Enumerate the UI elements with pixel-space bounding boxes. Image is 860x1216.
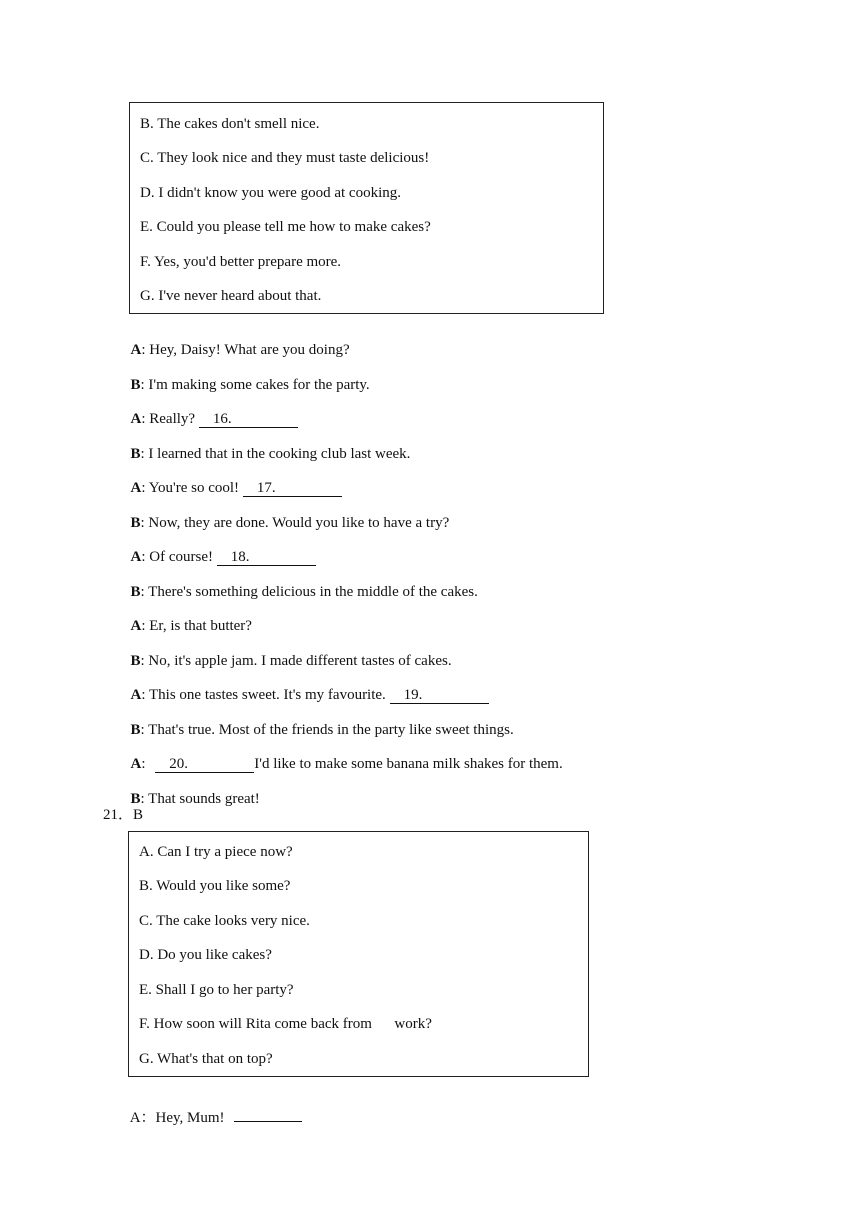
- speaker-label: A: [130, 618, 142, 634]
- dialogue-text: : That's true. Most of the friends in the party like sweet things.: [140, 722, 514, 738]
- speaker-label: A: [130, 687, 142, 703]
- dialogue-text: : This one tastes sweet. It's my favourite.: [141, 687, 390, 703]
- options-box-2: [128, 831, 589, 1077]
- speaker-label: B: [130, 584, 141, 600]
- option-e: E. Could you please tell me how to make cakes?: [140, 219, 431, 235]
- dialogue-line: [123, 358, 370, 394]
- option-g: G. What's that on top?: [139, 1051, 273, 1067]
- speaker-label: A: [130, 411, 142, 427]
- speaker-label: B: [130, 377, 141, 393]
- option-a: A. Can I try a piece now?: [139, 844, 293, 860]
- dialogue-line: [123, 634, 452, 670]
- dialogue-text: ：Hey, Mum!: [140, 1110, 229, 1126]
- dialogue-line: [123, 703, 514, 739]
- speaker-label: A: [130, 756, 142, 772]
- dialogue-line: [123, 530, 316, 566]
- answer-blank-18[interactable]: [217, 549, 316, 566]
- dialogue-line: [123, 461, 342, 497]
- dialogue-text: : You're so cool!: [141, 480, 243, 496]
- dialogue-line: [123, 1087, 302, 1127]
- blank-number: 19.: [403, 687, 423, 703]
- speaker-label: B: [130, 446, 141, 462]
- dialogue-text: : That sounds great!: [140, 791, 260, 807]
- answer-blank-16[interactable]: [199, 411, 298, 428]
- option-c: C. The cake looks very nice.: [139, 913, 310, 929]
- option-d: D. I didn't know you were good at cooking.: [140, 185, 401, 201]
- speaker-label: B: [130, 653, 141, 669]
- dialogue-text: : There's something delicious in the middle of the cakes.: [140, 584, 478, 600]
- dialogue-text: : No, it's apple jam. I made different tastes of cakes.: [140, 653, 452, 669]
- option-e: E. Shall I go to her party?: [139, 982, 294, 998]
- blank-number: 20.: [169, 756, 189, 772]
- dialogue-line: [123, 496, 449, 532]
- dialogue-text: : I learned that in the cooking club last week.: [140, 446, 411, 462]
- dialogue-text: : Now, they are done. Would you like to have a try?: [140, 515, 450, 531]
- blank-number: 18.: [230, 549, 250, 565]
- speaker-label: A: [130, 480, 142, 496]
- options-box-1: [129, 102, 604, 314]
- dialogue-line: [123, 427, 410, 463]
- dialogue-line: [123, 737, 563, 773]
- option-b: B. The cakes don't smell nice.: [140, 116, 320, 132]
- dialogue-text: : Of course!: [141, 549, 217, 565]
- answer-blank-20[interactable]: [155, 756, 254, 773]
- option-g: G. I've never heard about that.: [140, 288, 322, 304]
- dialogue-text: : Hey, Daisy! What are you doing?: [141, 342, 350, 358]
- option-f: F. Yes, you'd better prepare more.: [140, 254, 342, 270]
- speaker-label: A: [129, 1110, 141, 1126]
- speaker-label: A: [130, 549, 142, 565]
- dialogue-text: : I'm making some cakes for the party.: [140, 377, 370, 393]
- dialogue-text-after: I'd like to make some banana milk shakes for them.: [254, 756, 563, 772]
- answer-blank-17[interactable]: [243, 480, 342, 497]
- dialogue-text: : Really?: [141, 411, 199, 427]
- blank-number: 16.: [212, 411, 232, 427]
- dialogue-line: [123, 323, 350, 359]
- dialogue-text: :: [141, 756, 150, 772]
- question-number: 21．B: [103, 807, 144, 823]
- dialogue-line: [123, 668, 489, 704]
- dialogue-line: [123, 565, 478, 601]
- answer-blank-19[interactable]: [390, 687, 489, 704]
- blank-number: 17.: [256, 480, 276, 496]
- option-b: B. Would you like some?: [139, 878, 291, 894]
- speaker-label: B: [130, 515, 141, 531]
- option-f: F. How soon will Rita come back from work?: [139, 1016, 432, 1032]
- option-d: D. Do you like cakes?: [139, 947, 272, 963]
- speaker-label: A: [130, 342, 142, 358]
- dialogue-line: [123, 599, 252, 635]
- speaker-label: B: [130, 722, 141, 738]
- speaker-label: B: [130, 791, 141, 807]
- option-c: C. They look nice and they must taste delicious!: [140, 150, 430, 166]
- dialogue-line: [123, 772, 260, 808]
- dialogue-line: [123, 392, 298, 428]
- answer-blank[interactable]: [234, 1105, 302, 1122]
- dialogue-text: : Er, is that butter?: [141, 618, 252, 634]
